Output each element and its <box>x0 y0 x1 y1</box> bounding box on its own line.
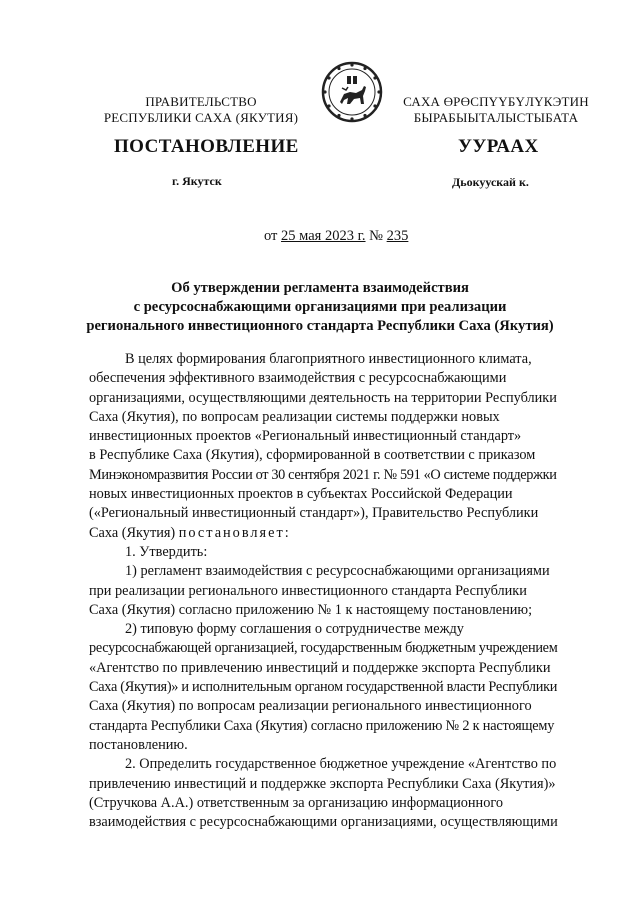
document-title <box>60 279 580 336</box>
item-1-2-line: постановлению. <box>89 736 188 753</box>
coat-of-arms-emblem <box>320 60 384 124</box>
item-1: 1. Утвердить: <box>125 543 208 560</box>
document-date: 25 мая 2023 г. <box>281 228 366 244</box>
item-1-2-line: 2) типовую форму соглашения о сотрудничестве между <box>125 621 464 638</box>
body-line: инвестиционных проектов «Региональный инвестиционный стандарт» <box>89 428 522 445</box>
body-line: Минэкономразвития России от 30 сентября 2021 г. № 591 «О системе поддержки <box>89 466 557 483</box>
item-1-1-line: 1) регламент взаимодействия с ресурсоснабжающими организациями <box>125 563 550 580</box>
item-1-2-line: стандарта Республики Саха (Якутия) согласно приложению № 2 к настоящему <box>89 717 555 734</box>
body-line: организациями, осуществляющими деятельность на территории Республики <box>89 389 557 406</box>
title-line-3: регионального инвестиционного стандарта Республики Саха (Якутия) <box>86 318 554 334</box>
item-1-2-line: Саха (Якутия) по вопросам реализации регионального инвестиционного <box>89 698 532 715</box>
left-org-line1: ПРАВИТЕЛЬСТВО <box>145 94 257 109</box>
item-2-line: взаимодействия с ресурсоснабжающими организациями, осуществляющими <box>89 814 558 831</box>
date-prefix: от <box>264 228 278 244</box>
body-line: новых инвестиционных проектов в субъектах Российской Федерации <box>89 486 513 503</box>
body-line: Саха (Якутия), по вопросам реализации системы поддержки новых <box>89 408 500 425</box>
left-city: г. Якутск <box>172 174 222 188</box>
item-2-line: привлечению инвестиций и поддержке экспорта Республики Саха (Якутия)» <box>89 775 556 792</box>
document-number: 235 <box>386 228 409 244</box>
right-city: Дьокуускай к. <box>452 175 529 189</box>
number-prefix: № <box>369 228 383 244</box>
item-2-line: (Стручкова А.А.) ответственным за организацию информационного <box>89 794 504 811</box>
body-line <box>89 524 597 543</box>
left-org-name <box>96 94 306 126</box>
right-org-line2: БЫРАБЫЫТАЛЫСТЫБАТА <box>413 110 579 125</box>
item-1-1-line: при реализации регионального инвестиционного стандарта Республики <box>89 582 527 599</box>
right-org-name <box>392 94 600 126</box>
item-2-line: 2. Определить государственное бюджетное учреждение «Агентство по <box>125 756 557 773</box>
right-org-line1: САХА ӨРӨСПҮҮБҮЛҮКЭТИН <box>403 94 589 109</box>
document-body <box>89 350 597 832</box>
item-1-2-line: «Агентство по привлечению инвестиций и поддержке экспорта Республики <box>89 659 551 676</box>
item-1-1-line: Саха (Якутия) согласно приложению № 1 к настоящему постановлению; <box>89 601 533 618</box>
right-doc-type: УУРААХ <box>458 136 539 157</box>
body-line: В целях формирования благоприятного инвестиционного климата, <box>125 351 532 367</box>
body-line: («Региональный инвестиционный стандарт»), Правительство Республики <box>89 505 539 522</box>
body-line: обеспечения эффективного взаимодействия с ресурсоснабжающими <box>89 370 507 387</box>
left-doc-type: ПОСТАНОВЛЕНИЕ <box>114 136 299 157</box>
title-line-2: с ресурсоснабжающими организациями при реализации <box>133 299 507 315</box>
item-1-2-line: Саха (Якутия)» и исполнительным органом государственной власти Республики <box>89 679 558 696</box>
document-dateline <box>264 228 408 245</box>
item-1-2-line: ресурсоснабжающей организацией, государственным бюджетным учреждением <box>89 640 558 657</box>
body-line: в Республике Саха (Якутия), сформированной в соответствии с приказом <box>89 447 536 464</box>
resolves-word: постановляет: <box>178 524 291 541</box>
left-org-line2: РЕСПУБЛИКИ САХА (ЯКУТИЯ) <box>103 110 299 125</box>
body-line-start: Саха (Якутия) <box>89 524 176 541</box>
title-line-1: Об утверждении регламента взаимодействия <box>171 280 469 296</box>
